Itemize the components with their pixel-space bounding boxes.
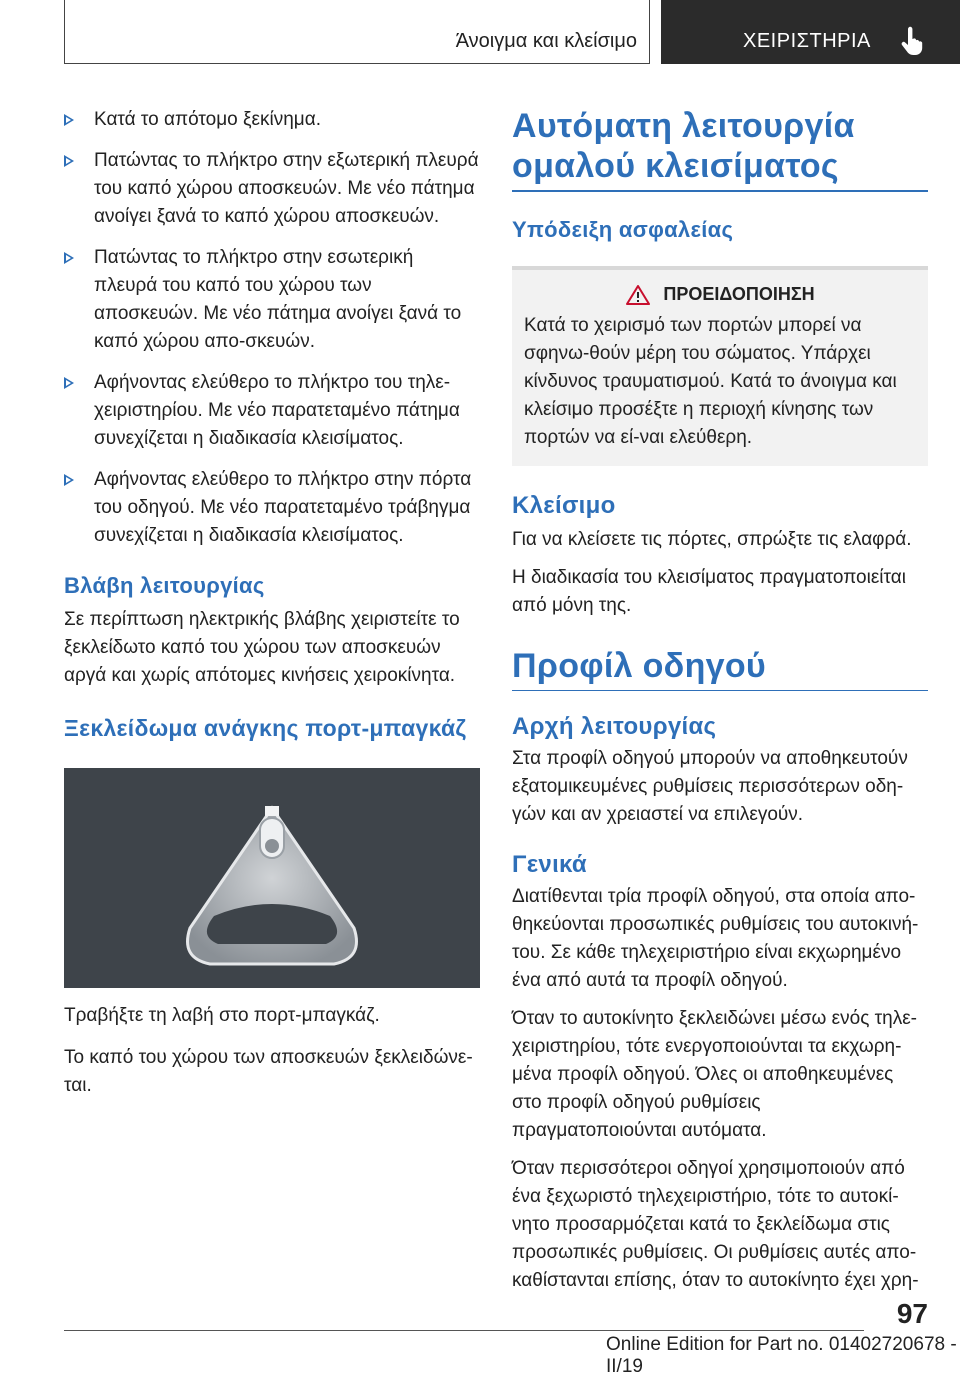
emergency-heading: Ξεκλείδωμα ανάγκης πορτ-μπαγκάζ bbox=[64, 715, 467, 741]
left-column bbox=[64, 106, 480, 1100]
chapter-title: Άνοιγμα και κλείσιμο bbox=[455, 30, 637, 52]
safety-heading: Υπόδειξη ασφαλείας bbox=[512, 216, 734, 242]
heading-rule bbox=[512, 190, 928, 192]
profiles-heading: Προφίλ οδηγού bbox=[512, 646, 767, 685]
principle-heading: Αρχή λειτουργίας bbox=[512, 713, 717, 740]
closing-text-1: Για να κλείσετε τις πόρτες, σπρώξτε τις ελαφρά. bbox=[512, 528, 912, 550]
list-item: Πατώντας το πλήκτρο στην εξωτερική πλευρά του καπό χώρου αποσκευών. Με νέο πάτημα ανοίγει ξανά το καπό χώρου αποσκευών. bbox=[64, 147, 480, 231]
principle-text: Στα προφίλ οδηγού μπορούν να αποθηκευτούν εξατομικευμένες ρυθμίσεις περισσότερων οδη-γών και αν χρειαστεί να επιλεγούν. bbox=[512, 748, 908, 825]
warning-triangle-icon bbox=[625, 284, 651, 306]
list-item: Αφήνοντας ελεύθερο το πλήκτρο στην πόρτα του οδηγού. Με νέο παρατεταμένο τράβηγμα συνεχίζεται η διαδικασία κλεισίματος. bbox=[64, 466, 480, 550]
general-text-3: Όταν περισσότεροι οδηγοί χρησιμοποιούν από ένα ξεχωριστό τηλεχειριστήριο, τότε το αυτοκί-νητο προσαρμόζεται κατά το ξεκλείδωμα στις προσωπικές ρυθμίσεις. Οι ρυθμίσεις αυτές απο-καθίστανται επίσης, όταν το αυτοκίνητο έχει χρη- bbox=[512, 1158, 919, 1291]
general-heading: Γενικά bbox=[512, 851, 587, 878]
triangle-bullet-icon bbox=[64, 377, 74, 389]
closing-text-2: Η διαδικασία του κλεισίματος πραγματοποιείται από μόνη της. bbox=[512, 566, 906, 616]
warning-box bbox=[512, 266, 928, 466]
triangle-bullet-icon bbox=[64, 252, 74, 264]
triangle-bullet-icon bbox=[64, 155, 74, 167]
caption-unlocked: Το καπό του χώρου των αποσκευών ξεκλειδώνε-ται. bbox=[64, 1047, 473, 1096]
warning-label: ΠΡΟΕΙΔΟΠΟΙΗΣΗ bbox=[663, 284, 815, 304]
trunk-handle-photo bbox=[64, 768, 480, 988]
edition-note: Online Edition for Part no. 01402720678 - II/19 bbox=[606, 1334, 957, 1377]
fault-heading: Βλάβη λειτουργίας bbox=[64, 573, 265, 598]
page-number: 97 bbox=[896, 1298, 928, 1329]
header-chapter-box bbox=[64, 0, 650, 64]
fault-text: Σε περίπτωση ηλεκτρικής βλάβης χειριστείτε το ξεκλείδωτο καπό του χώρου των αποσκευών αργά και χωρίς απότομες κινήσεις χειροκίνητα. bbox=[64, 609, 460, 686]
triangle-bullet-icon bbox=[64, 114, 74, 126]
list-item: Κατά το απότομο ξεκίνημα. bbox=[64, 106, 480, 134]
caption-pull-handle: Τραβήξτε τη λαβή στο πορτ-μπαγκάζ. bbox=[64, 1005, 380, 1026]
header-section-box bbox=[661, 0, 960, 64]
soft-close-heading: Αυτόματη λειτουργία ομαλού κλεισίματος bbox=[512, 107, 855, 185]
list-item: Πατώντας το πλήκτρο στην εσωτερική πλευρά του καπό του χώρου των αποσκευών. Με νέο πάτημα ανοίγει ξανά το καπό χώρου απο-σκευών. bbox=[64, 244, 480, 356]
general-text-1: Διατίθενται τρία προφίλ οδηγού, στα οποία απο-θηκεύονται προσωπικές ρυθμίσεις του αυτοκινή-του. Σε κάθε τηλεχειριστήριο είναι εκχωρημένο ένα από αυτά τα προφίλ οδηγού. bbox=[512, 886, 919, 991]
closing-heading: Κλείσιμο bbox=[512, 491, 616, 519]
general-text-2: Όταν το αυτοκίνητο ξεκλειδώνει μέσω ενός τηλε-χειριστηρίου, τότε ενεργοποιούνται τα εκχωρη-μένα προφίλ οδηγού. Όλες οι αποθηκευμένες στο προφίλ οδηγού ρυθμίσεις πραγματοποιούνται αυτόματα. bbox=[512, 1008, 917, 1141]
section-title: ΧΕΙΡΙΣΤΗΡΙΑ bbox=[743, 30, 871, 52]
hand-pointer-icon bbox=[897, 26, 927, 56]
bullet-list bbox=[64, 106, 480, 550]
right-column bbox=[512, 106, 928, 1295]
list-item: Αφήνοντας ελεύθερο το πλήκτρο του τηλε-χειριστηρίου. Με νέο παρατεταμένο πάτημα συνεχίζεται η διαδικασία κλεισίματος. bbox=[64, 369, 480, 453]
emergency-handle-icon bbox=[64, 768, 480, 988]
warning-header bbox=[524, 284, 916, 306]
footer-rule bbox=[64, 1330, 864, 1331]
heading-rule bbox=[512, 690, 928, 692]
warning-text: Κατά το χειρισμό των πορτών μπορεί να σφηνω-θούν μέρη του σώματος. Υπάρχει κίνδυνος τραυματισμού. Κατά το άνοιγμα και κλείσιμο προσέξτε η περιοχή κίνησης των πορτών να εί-ναι ελεύθερη. bbox=[524, 314, 897, 448]
triangle-bullet-icon bbox=[64, 474, 74, 486]
